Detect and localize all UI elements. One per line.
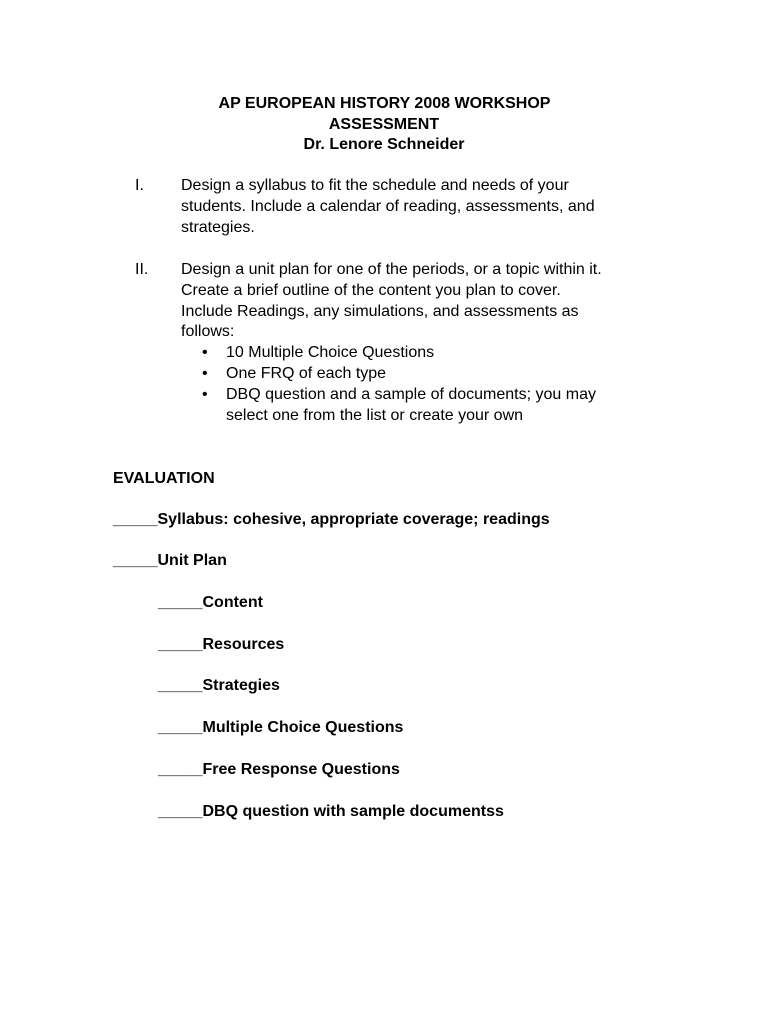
score-blank: _____	[113, 552, 158, 569]
evaluation-item-label: Syllabus: cohesive, appropriate coverage; readings	[157, 511, 550, 528]
evaluation-item-label: Content	[202, 594, 263, 611]
list-item	[181, 385, 661, 427]
evaluation-item-multiple-choice	[158, 718, 403, 738]
list-item	[181, 364, 661, 385]
evaluation-item-label: Free Response Questions	[202, 761, 400, 778]
section-text-line: Create a brief outline of the content you plan to cover.	[181, 281, 561, 299]
bullet-icon: •	[202, 344, 208, 362]
evaluation-item-label: Strategies	[202, 677, 280, 694]
score-blank: _____	[158, 803, 203, 820]
list-item	[181, 343, 661, 364]
section-text-line: strategies.	[181, 218, 255, 236]
section-text-line: Design a syllabus to fit the schedule and needs of your	[181, 177, 569, 194]
score-blank: _____	[158, 636, 203, 653]
evaluation-item-strategies	[158, 676, 280, 696]
score-blank: _____	[158, 719, 203, 736]
list-item-text: One FRQ of each type	[226, 364, 387, 382]
list-item-text: select one from the list or create your own	[226, 406, 524, 424]
evaluation-item-label: Resources	[202, 636, 285, 653]
section-body	[181, 260, 661, 426]
evaluation-item-unit-plan	[113, 551, 227, 571]
page-title-line-1: AP EUROPEAN HISTORY 2008 WORKSHOP	[218, 95, 551, 112]
evaluation-item-label: DBQ question with sample documentss	[202, 803, 504, 820]
section-text-line: follows:	[181, 323, 235, 341]
evaluation-item-dbq	[158, 802, 504, 822]
author-name: Dr. Lenore Schneider	[303, 136, 465, 153]
evaluation-item-content	[158, 593, 263, 613]
section-numeral: II.	[135, 261, 149, 278]
section-numeral: I.	[135, 177, 144, 194]
page-title-line-2: ASSESSMENT	[328, 115, 440, 133]
bullet-icon: •	[202, 364, 208, 382]
score-blank: _____	[158, 677, 203, 694]
section-text-line: students. Include a calendar of reading, assessments, and	[181, 197, 595, 215]
evaluation-heading: EVALUATION	[113, 470, 215, 487]
score-blank: _____	[113, 511, 158, 528]
section-text-line: Design a unit plan for one of the periods, or a topic within it.	[181, 261, 602, 278]
section-body	[181, 176, 661, 238]
score-blank: _____	[158, 594, 203, 611]
evaluation-item-resources	[158, 635, 284, 655]
evaluation-item-free-response	[158, 760, 400, 780]
list-item-text: DBQ question and a sample of documents; you may	[226, 385, 596, 403]
evaluation-item-label: Unit Plan	[157, 552, 227, 569]
evaluation-item-label: Multiple Choice Questions	[202, 719, 404, 736]
bullet-icon: •	[202, 385, 208, 403]
assessment-bullet-list	[181, 343, 661, 426]
score-blank: _____	[158, 761, 203, 778]
section-text-line: Include Readings, any simulations, and assessments as	[181, 302, 579, 320]
list-item-text: 10 Multiple Choice Questions	[226, 344, 435, 362]
evaluation-item-syllabus	[113, 510, 550, 530]
document-header	[0, 94, 768, 156]
